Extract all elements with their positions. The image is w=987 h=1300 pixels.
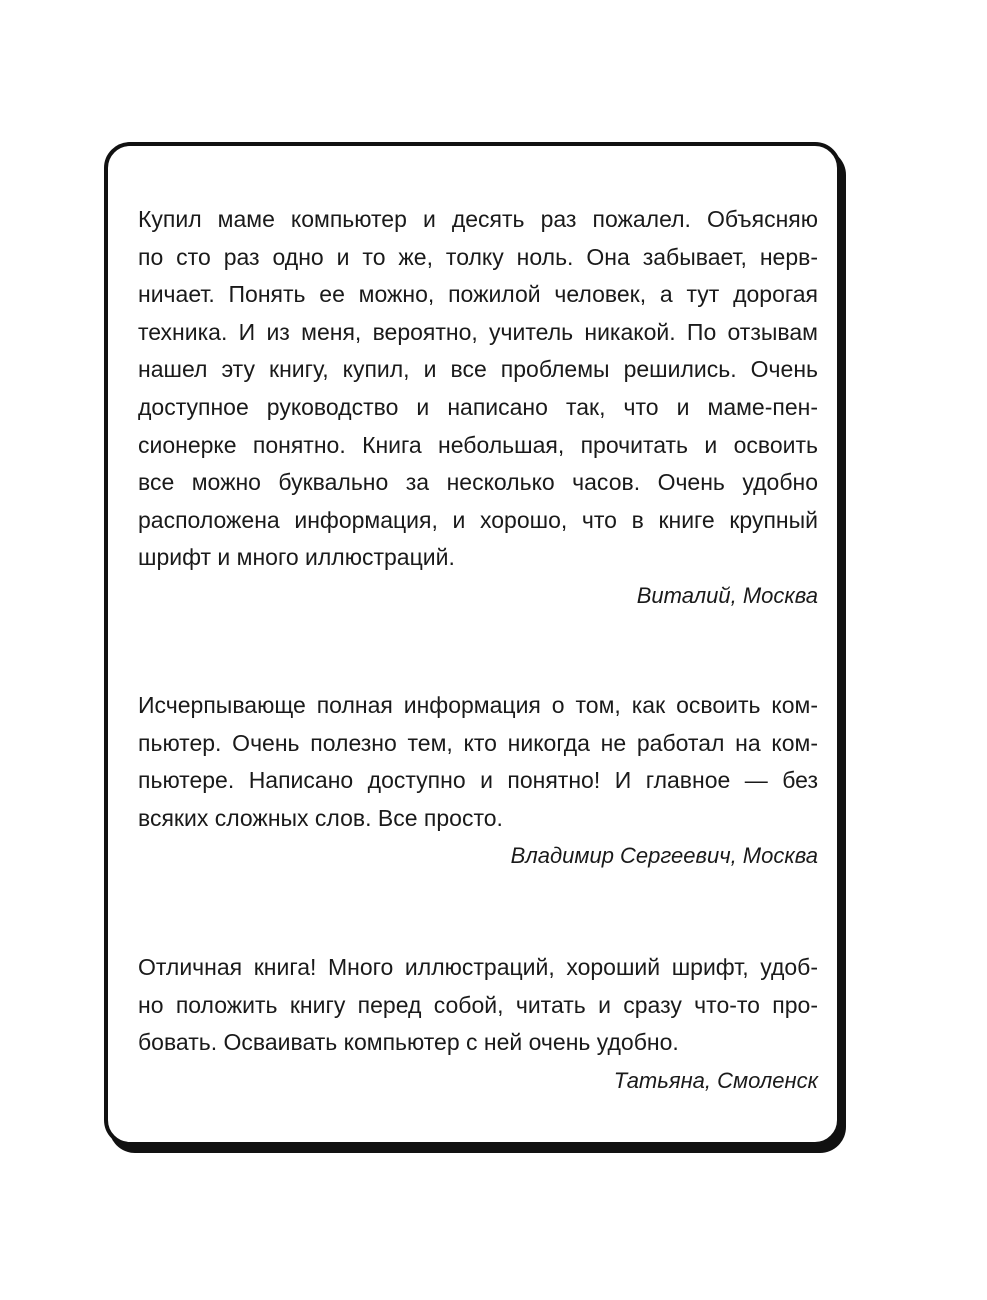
review-text <box>138 687 818 837</box>
review-line: техника. И из меня, вероятно, учитель никакой. По отзывам <box>138 318 818 345</box>
review-line: доступное руководство и написано так, что и маме-пен- <box>138 393 818 420</box>
review-line: все можно буквально за несколько часов. Очень удобно <box>138 469 818 496</box>
review-line: всяких сложных слов. Все просто. <box>138 804 503 831</box>
review-author: Владимир Сергеевич, Москва <box>510 843 818 869</box>
review-author: Татьяна, Смоленск <box>613 1067 818 1093</box>
review-line: по сто раз одно и то же, толку ноль. Она забывает, нерв- <box>138 243 818 270</box>
review-line: пьютер. Очень полезно тем, кто никогда не работал на ком- <box>138 729 818 756</box>
review-line: бовать. Осваивать компьютер с ней очень удобно. <box>138 1029 679 1056</box>
review-line: нашел эту книгу, купил, и все проблемы решились. Очень <box>138 356 818 383</box>
review-line: Исчерпывающе полная информация о том, как освоить ком- <box>138 692 818 718</box>
review <box>138 949 818 1099</box>
review-line: Купил маме компьютер и десять раз пожалел. Объясняю <box>138 206 818 232</box>
review-line: но положить книгу перед собой, читать и сразу что-то про- <box>138 991 818 1018</box>
review <box>138 687 818 875</box>
review-text <box>138 201 818 577</box>
review-line: сионерке понятно. Книга небольшая, прочитать и освоить <box>138 431 818 458</box>
review-line: расположена информация, и хорошо, что в книге крупный <box>138 506 818 533</box>
review <box>138 201 818 615</box>
review-text <box>138 949 818 1062</box>
review-line: пьютере. Написано доступно и понятно! И главное — без <box>138 767 818 794</box>
review-line: ничает. Понять ее можно, пожилой человек, а тут дорогая <box>138 281 818 308</box>
review-line: шрифт и много иллюстраций. <box>138 544 455 571</box>
review-author: Виталий, Москва <box>636 582 818 608</box>
review-line: Отличная книга! Много иллюстраций, хороший шрифт, удоб- <box>138 954 818 980</box>
